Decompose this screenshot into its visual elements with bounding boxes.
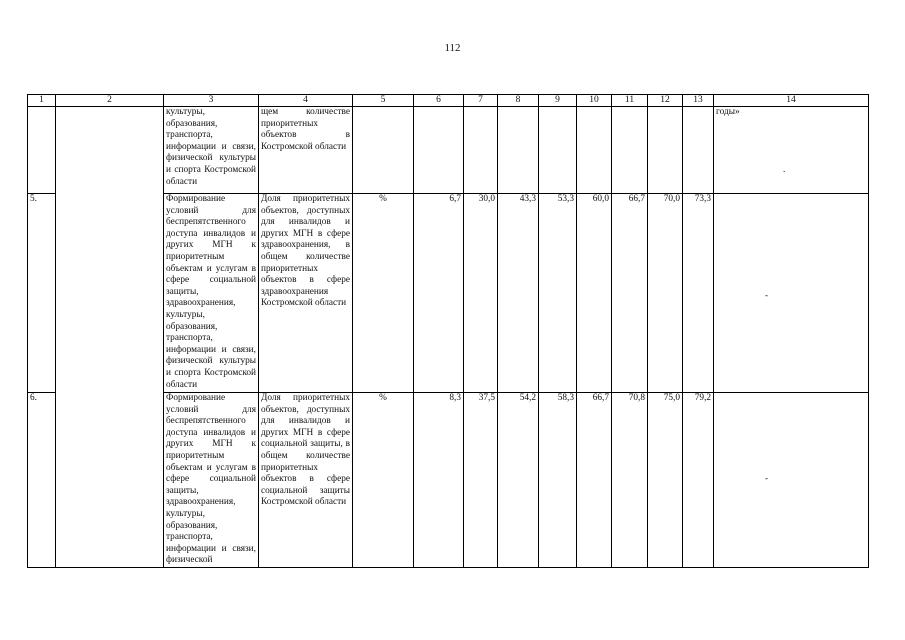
- value-cell: 43,3: [498, 194, 539, 393]
- header-cell: 9: [539, 95, 577, 107]
- indicator-text: щем количестве приоритетных объектов в Костромской области: [259, 107, 353, 194]
- indicator-text: Доля приоритетных объектов, доступных для инвалидов и других МГН в сфере здравоохранения, в общем количестве приоритетных объектов в сфере здравоохранения Костромской области: [259, 194, 353, 393]
- note-cell: [714, 194, 869, 393]
- header-cell: 10: [577, 95, 612, 107]
- note-mark: -: [765, 473, 768, 483]
- header-cell: 14: [714, 95, 869, 107]
- value-cell: 53,3: [539, 194, 577, 393]
- program-cell-merged: [56, 107, 164, 568]
- page-number: 112: [444, 42, 461, 54]
- value-cell: 66,7: [612, 194, 648, 393]
- value-cell: 30,0: [464, 194, 498, 393]
- value-cell: 60,0: [577, 194, 612, 393]
- table-row: [28, 107, 869, 194]
- value-cell: 79,2: [683, 393, 714, 568]
- unit-cell: %: [353, 393, 414, 568]
- value-cell: [464, 107, 498, 194]
- value-cell: [683, 107, 714, 194]
- value-cell: 54,2: [498, 393, 539, 568]
- value-cell: [498, 107, 539, 194]
- column-number-row: [28, 95, 869, 107]
- header-cell: 11: [612, 95, 648, 107]
- value-cell: [539, 107, 577, 194]
- row-number: 6.: [28, 393, 56, 568]
- value-cell: 58,3: [539, 393, 577, 568]
- value-cell: 6,7: [414, 194, 464, 393]
- measure-text: Формирование условий для беспрепятственного доступа инвалидов и других МГН к приоритетным объектам и услугам в сфере социальной защиты, здравоохранения, культуры, образования, транспорта, информации и связи, физической культуры и спорта Костромской области: [164, 194, 259, 393]
- unit-cell: %: [353, 194, 414, 393]
- value-cell: 73,3: [683, 194, 714, 393]
- indicator-text: Доля приоритетных объектов, доступных для инвалидов и других МГН в сфере социальной защиты, в общем количестве приоритетных объектов в сфере социальной защиты Костромской области: [259, 393, 353, 568]
- note-cell: [714, 107, 869, 194]
- header-cell: 5: [353, 95, 414, 107]
- value-cell: 37,5: [464, 393, 498, 568]
- note-mark: -: [765, 290, 768, 300]
- value-cell: [648, 107, 683, 194]
- header-cell: 1: [28, 95, 56, 107]
- value-cell: 70,8: [612, 393, 648, 568]
- note-cell: [714, 393, 869, 568]
- row-number: 5.: [28, 194, 56, 393]
- measure-text: Формирование условий для беспрепятственного доступа инвалидов и других МГН к приоритетным объектам и услугам в сфере социальной защиты, здравоохранения, культуры, образования, транспорта, информации и связи, физической: [164, 393, 259, 568]
- indicators-table: [27, 94, 869, 568]
- measure-text: культуры, образования, транспорта, информации и связи, физической культуры и спорта Костромской области: [164, 107, 259, 194]
- note-text: годы»: [716, 107, 740, 117]
- value-cell: 75,0: [648, 393, 683, 568]
- value-cell: [577, 107, 612, 194]
- row-number: [28, 107, 56, 194]
- value-cell: [414, 107, 464, 194]
- header-cell: 8: [498, 95, 539, 107]
- value-cell: [612, 107, 648, 194]
- header-cell: 4: [259, 95, 353, 107]
- note-mark: .: [783, 164, 786, 174]
- header-cell: 13: [683, 95, 714, 107]
- value-cell: 8,3: [414, 393, 464, 568]
- value-cell: 66,7: [577, 393, 612, 568]
- header-cell: 2: [56, 95, 164, 107]
- header-cell: 12: [648, 95, 683, 107]
- unit-cell: [353, 107, 414, 194]
- header-cell: 7: [464, 95, 498, 107]
- value-cell: 70,0: [648, 194, 683, 393]
- header-cell: 6: [414, 95, 464, 107]
- header-cell: 3: [164, 95, 259, 107]
